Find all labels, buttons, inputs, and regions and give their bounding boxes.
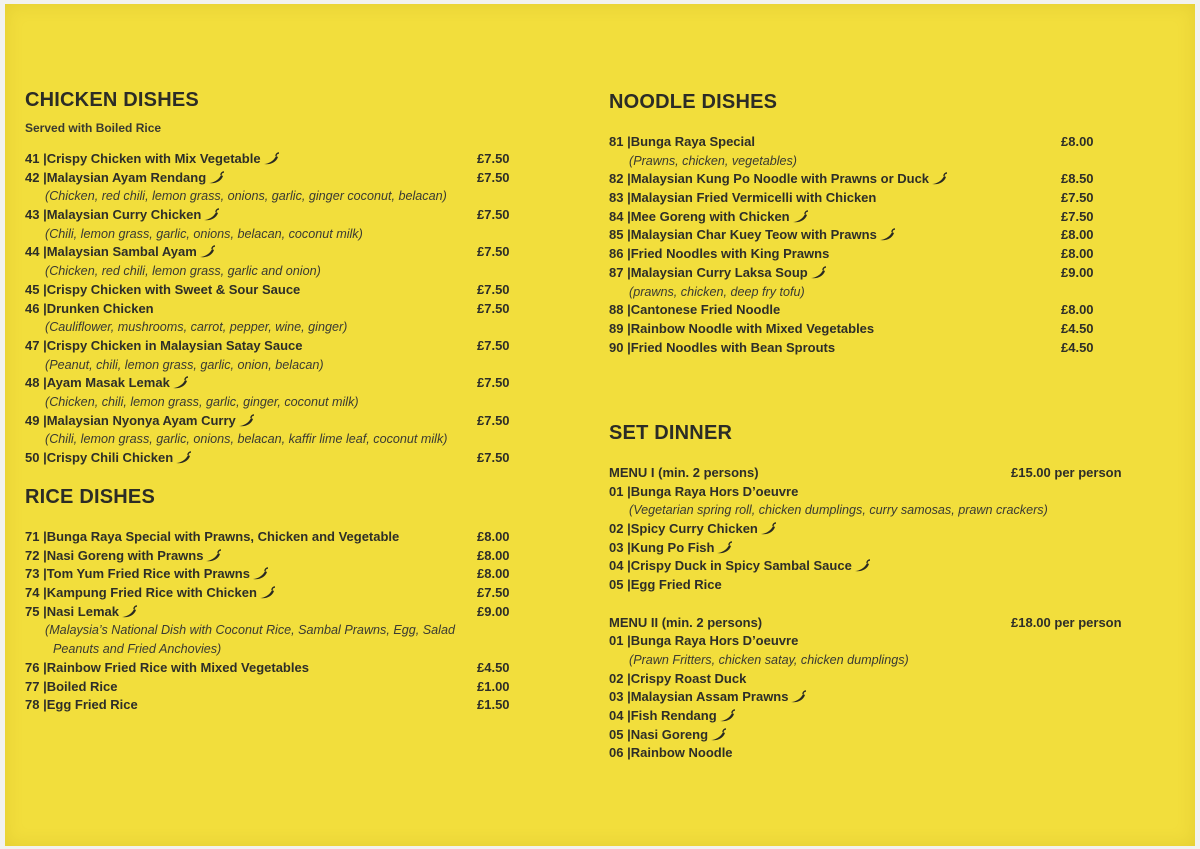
item-name: 43 |Malaysian Curry Chicken bbox=[25, 207, 202, 223]
menu-item bbox=[25, 300, 545, 319]
menu-item bbox=[609, 208, 1169, 227]
chili-pepper-icon bbox=[175, 451, 192, 464]
item-name: 88 |Cantonese Fried Noodle bbox=[609, 302, 781, 318]
item-name: 04 |Crispy Duck in Spicy Sambal Sauce bbox=[609, 558, 852, 574]
menu-item bbox=[25, 412, 545, 431]
item-name: 03 |Malaysian Assam Prawns bbox=[609, 689, 789, 705]
menu-item bbox=[25, 603, 545, 622]
item-name: 75 |Nasi Lemak bbox=[25, 603, 119, 619]
menu-item bbox=[25, 374, 545, 393]
item-price: £7.50 bbox=[477, 207, 510, 223]
dish-description bbox=[609, 651, 1169, 670]
item-name: 49 |Malaysian Nyonya Ayam Curry bbox=[25, 412, 236, 428]
item-name: 89 |Rainbow Noodle with Mixed Vegetables bbox=[609, 320, 875, 336]
description-text: (Cauliflower, mushrooms, carrot, pepper, wine, ginger) bbox=[45, 320, 348, 335]
chili-pepper-icon bbox=[208, 171, 225, 184]
item-name: 01 |Bunga Raya Hors D’oeuvre bbox=[609, 633, 799, 649]
chili-pepper-icon bbox=[205, 549, 222, 562]
menu-item bbox=[609, 744, 1169, 763]
item-name: 77 |Boiled Rice bbox=[25, 678, 118, 694]
item-name: 48 |Ayam Masak Lemak bbox=[25, 375, 170, 391]
menu-item bbox=[609, 264, 1169, 283]
chicken-section-title: CHICKEN DISHES bbox=[25, 89, 199, 111]
item-name: 06 |Rainbow Noodle bbox=[609, 745, 733, 761]
item-price: £7.50 bbox=[477, 450, 510, 465]
item-price: £8.00 bbox=[1061, 134, 1094, 149]
item-price: £8.00 bbox=[1061, 302, 1094, 318]
chili-pepper-icon bbox=[931, 172, 948, 185]
chicken-dish-list bbox=[25, 150, 545, 468]
item-name: 78 |Egg Fried Rice bbox=[25, 697, 138, 713]
menu-item bbox=[25, 337, 545, 356]
chicken-section-subtitle: Served with Boiled Rice bbox=[25, 121, 162, 135]
menu-item bbox=[609, 726, 1169, 745]
item-price: £8.00 bbox=[477, 547, 510, 563]
chili-pepper-icon bbox=[760, 522, 777, 535]
item-price: £7.50 bbox=[1061, 208, 1094, 224]
dish-description bbox=[25, 187, 545, 206]
menu-item bbox=[25, 565, 545, 584]
item-name: 02 |Spicy Curry Chicken bbox=[609, 521, 758, 537]
menu-item bbox=[25, 528, 545, 547]
item-name: 85 |Malaysian Char Kuey Teow with Prawns bbox=[609, 227, 877, 243]
dish-description bbox=[25, 640, 545, 659]
description-text: (Chili, lemon grass, garlic, onions, belacan, kaffir lime leaf, coconut milk) bbox=[45, 432, 448, 447]
chili-pepper-icon bbox=[238, 414, 255, 427]
chili-pepper-icon bbox=[203, 208, 220, 221]
item-price: £7.50 bbox=[477, 375, 510, 391]
menu-item bbox=[609, 670, 1169, 689]
item-name: 83 |Malaysian Fried Vermicelli with Chicken bbox=[609, 190, 877, 206]
set-dinner-list bbox=[609, 464, 1169, 763]
item-price: £7.50 bbox=[477, 337, 510, 353]
set-menu-header bbox=[609, 464, 1169, 483]
item-price: £8.00 bbox=[477, 529, 510, 544]
menu-item bbox=[609, 301, 1169, 320]
set-menu-price: £18.00 per person bbox=[1011, 614, 1122, 630]
item-name: 04 |Fish Rendang bbox=[609, 707, 717, 723]
rice-section-title: RICE DISHES bbox=[25, 486, 156, 508]
set-menu-name: MENU I (min. 2 persons) bbox=[609, 465, 759, 480]
item-price: £4.50 bbox=[1061, 339, 1094, 355]
item-name: 84 |Mee Goreng with Chicken bbox=[609, 208, 790, 224]
menu-item bbox=[609, 245, 1169, 264]
menu-item bbox=[25, 150, 545, 169]
item-price: £4.50 bbox=[477, 659, 510, 675]
menu-item bbox=[25, 659, 545, 678]
menu-item bbox=[609, 576, 1169, 595]
description-text: (Chicken, chili, lemon grass, garlic, ginger, coconut milk) bbox=[45, 394, 359, 409]
menu-item bbox=[609, 632, 1169, 651]
description-text: (Chili, lemon grass, garlic, onions, belacan, coconut milk) bbox=[45, 226, 363, 241]
menu-item bbox=[25, 169, 545, 188]
item-price: £7.50 bbox=[477, 412, 510, 428]
dish-description bbox=[609, 501, 1169, 520]
dish-description bbox=[25, 225, 545, 244]
item-price: £1.00 bbox=[477, 678, 510, 694]
item-price: £7.50 bbox=[477, 151, 510, 166]
item-name: 02 |Crispy Roast Duck bbox=[609, 670, 747, 686]
item-name: 03 |Kung Po Fish bbox=[609, 539, 715, 555]
menu-item bbox=[25, 243, 545, 262]
item-name: 76 |Rainbow Fried Rice with Mixed Vegetables bbox=[25, 659, 309, 675]
item-name: 73 |Tom Yum Fried Rice with Prawns bbox=[25, 566, 250, 582]
menu-item bbox=[25, 584, 545, 603]
menu-item bbox=[25, 281, 545, 300]
chili-pepper-icon bbox=[854, 559, 871, 572]
chili-pepper-icon bbox=[719, 709, 736, 722]
menu-item bbox=[609, 483, 1169, 502]
noodle-dish-list bbox=[609, 133, 1169, 357]
dish-description bbox=[25, 262, 545, 281]
item-price: £9.00 bbox=[477, 603, 510, 619]
menu-item bbox=[25, 449, 545, 468]
item-price: £8.50 bbox=[1061, 171, 1094, 187]
menu-item bbox=[25, 547, 545, 566]
menu-item bbox=[609, 707, 1169, 726]
description-text: Peanuts and Fried Anchovies) bbox=[53, 642, 222, 657]
item-price: £7.50 bbox=[477, 244, 510, 260]
chili-pepper-icon bbox=[792, 210, 809, 223]
item-price: £8.00 bbox=[1061, 227, 1094, 243]
chili-pepper-icon bbox=[259, 586, 276, 599]
item-name: 01 |Bunga Raya Hors D’oeuvre bbox=[609, 483, 799, 499]
chili-pepper-icon bbox=[121, 605, 138, 618]
description-text: (Chicken, red chili, lemon grass, onions, garlic, ginger coconut, belacan) bbox=[45, 189, 447, 204]
item-name: 72 |Nasi Goreng with Prawns bbox=[25, 547, 204, 563]
dish-description bbox=[25, 621, 545, 640]
item-name: 81 |Bunga Raya Special bbox=[609, 134, 755, 149]
description-text: (prawns, chicken, deep fry tofu) bbox=[629, 284, 805, 299]
item-price: £1.50 bbox=[477, 697, 510, 713]
dish-description bbox=[25, 318, 545, 337]
item-name: 41 |Crispy Chicken with Mix Vegetable bbox=[25, 151, 261, 166]
menu-page bbox=[5, 4, 1195, 846]
set-menu-price: £15.00 per person bbox=[1011, 465, 1122, 480]
chili-pepper-icon bbox=[710, 728, 727, 741]
menu-item bbox=[609, 189, 1169, 208]
menu-item bbox=[609, 520, 1169, 539]
dish-description bbox=[25, 356, 545, 375]
item-name: 05 |Egg Fried Rice bbox=[609, 577, 722, 593]
item-price: £9.00 bbox=[1061, 264, 1094, 280]
chili-pepper-icon bbox=[716, 541, 733, 554]
item-name: 86 |Fried Noodles with King Prawns bbox=[609, 246, 830, 262]
chili-pepper-icon bbox=[252, 567, 269, 580]
item-name: 82 |Malaysian Kung Po Noodle with Prawns or Duck bbox=[609, 171, 930, 187]
item-price: £8.00 bbox=[1061, 246, 1094, 262]
item-price: £7.50 bbox=[1061, 190, 1094, 206]
description-text: (Prawn Fritters, chicken satay, chicken dumplings) bbox=[629, 652, 909, 667]
item-name: 74 |Kampung Fried Rice with Chicken bbox=[25, 585, 257, 601]
item-name: 47 |Crispy Chicken in Malaysian Satay Sauce bbox=[25, 337, 303, 353]
menu-item bbox=[609, 539, 1169, 558]
menu-item bbox=[609, 320, 1169, 339]
description-text: (Prawns, chicken, vegetables) bbox=[629, 153, 797, 168]
menu-item bbox=[609, 170, 1169, 189]
menu-item bbox=[609, 557, 1169, 576]
dish-description bbox=[25, 393, 545, 412]
item-name: 05 |Nasi Goreng bbox=[609, 726, 709, 742]
menu-item bbox=[25, 696, 545, 715]
chili-pepper-icon bbox=[810, 266, 827, 279]
menu-item bbox=[609, 688, 1169, 707]
item-price: £4.50 bbox=[1061, 320, 1094, 336]
description-text: (Malaysia’s National Dish with Coconut Rice, Sambal Prawns, Egg, Salad bbox=[45, 623, 455, 638]
dish-description bbox=[609, 283, 1169, 302]
description-text: (Chicken, red chili, lemon grass, garlic and onion) bbox=[45, 264, 321, 279]
set-menu-header bbox=[609, 614, 1169, 633]
item-name: 46 |Drunken Chicken bbox=[25, 300, 154, 316]
item-name: 71 |Bunga Raya Special with Prawns, Chicken and Vegetable bbox=[25, 529, 400, 544]
chili-pepper-icon bbox=[199, 245, 216, 258]
menu-item bbox=[609, 226, 1169, 245]
item-name: 50 |Crispy Chili Chicken bbox=[25, 450, 174, 465]
item-price: £7.50 bbox=[477, 169, 510, 185]
menu-item bbox=[609, 339, 1169, 358]
item-price: £7.50 bbox=[477, 300, 510, 316]
rice-dish-list bbox=[25, 528, 545, 715]
dish-description bbox=[25, 430, 545, 449]
chili-pepper-icon bbox=[263, 152, 280, 165]
description-text: (Vegetarian spring roll, chicken dumplings, curry samosas, prawn crackers) bbox=[629, 503, 1048, 518]
item-price: £7.50 bbox=[477, 281, 510, 297]
dish-description bbox=[609, 152, 1169, 171]
item-name: 44 |Malaysian Sambal Ayam bbox=[25, 244, 197, 260]
item-name: 90 |Fried Noodles with Bean Sprouts bbox=[609, 339, 836, 355]
description-text: (Peanut, chili, lemon grass, garlic, onion, belacan) bbox=[45, 357, 324, 372]
item-price: £7.50 bbox=[477, 585, 510, 601]
chili-pepper-icon bbox=[790, 690, 807, 703]
menu-item bbox=[25, 206, 545, 225]
noodle-section-title: NOODLE DISHES bbox=[609, 91, 778, 113]
set-dinner-section-title: SET DINNER bbox=[609, 422, 733, 444]
menu-item bbox=[25, 678, 545, 697]
set-menu-name: MENU II (min. 2 persons) bbox=[609, 614, 763, 630]
item-name: 42 |Malaysian Ayam Rendang bbox=[25, 169, 207, 185]
chili-pepper-icon bbox=[879, 228, 896, 241]
menu-spacer bbox=[609, 595, 1169, 614]
item-name: 45 |Crispy Chicken with Sweet & Sour Sauce bbox=[25, 281, 301, 297]
item-price: £8.00 bbox=[477, 566, 510, 582]
menu-item bbox=[609, 133, 1169, 152]
chili-pepper-icon bbox=[172, 376, 189, 389]
item-name: 87 |Malaysian Curry Laksa Soup bbox=[609, 264, 808, 280]
